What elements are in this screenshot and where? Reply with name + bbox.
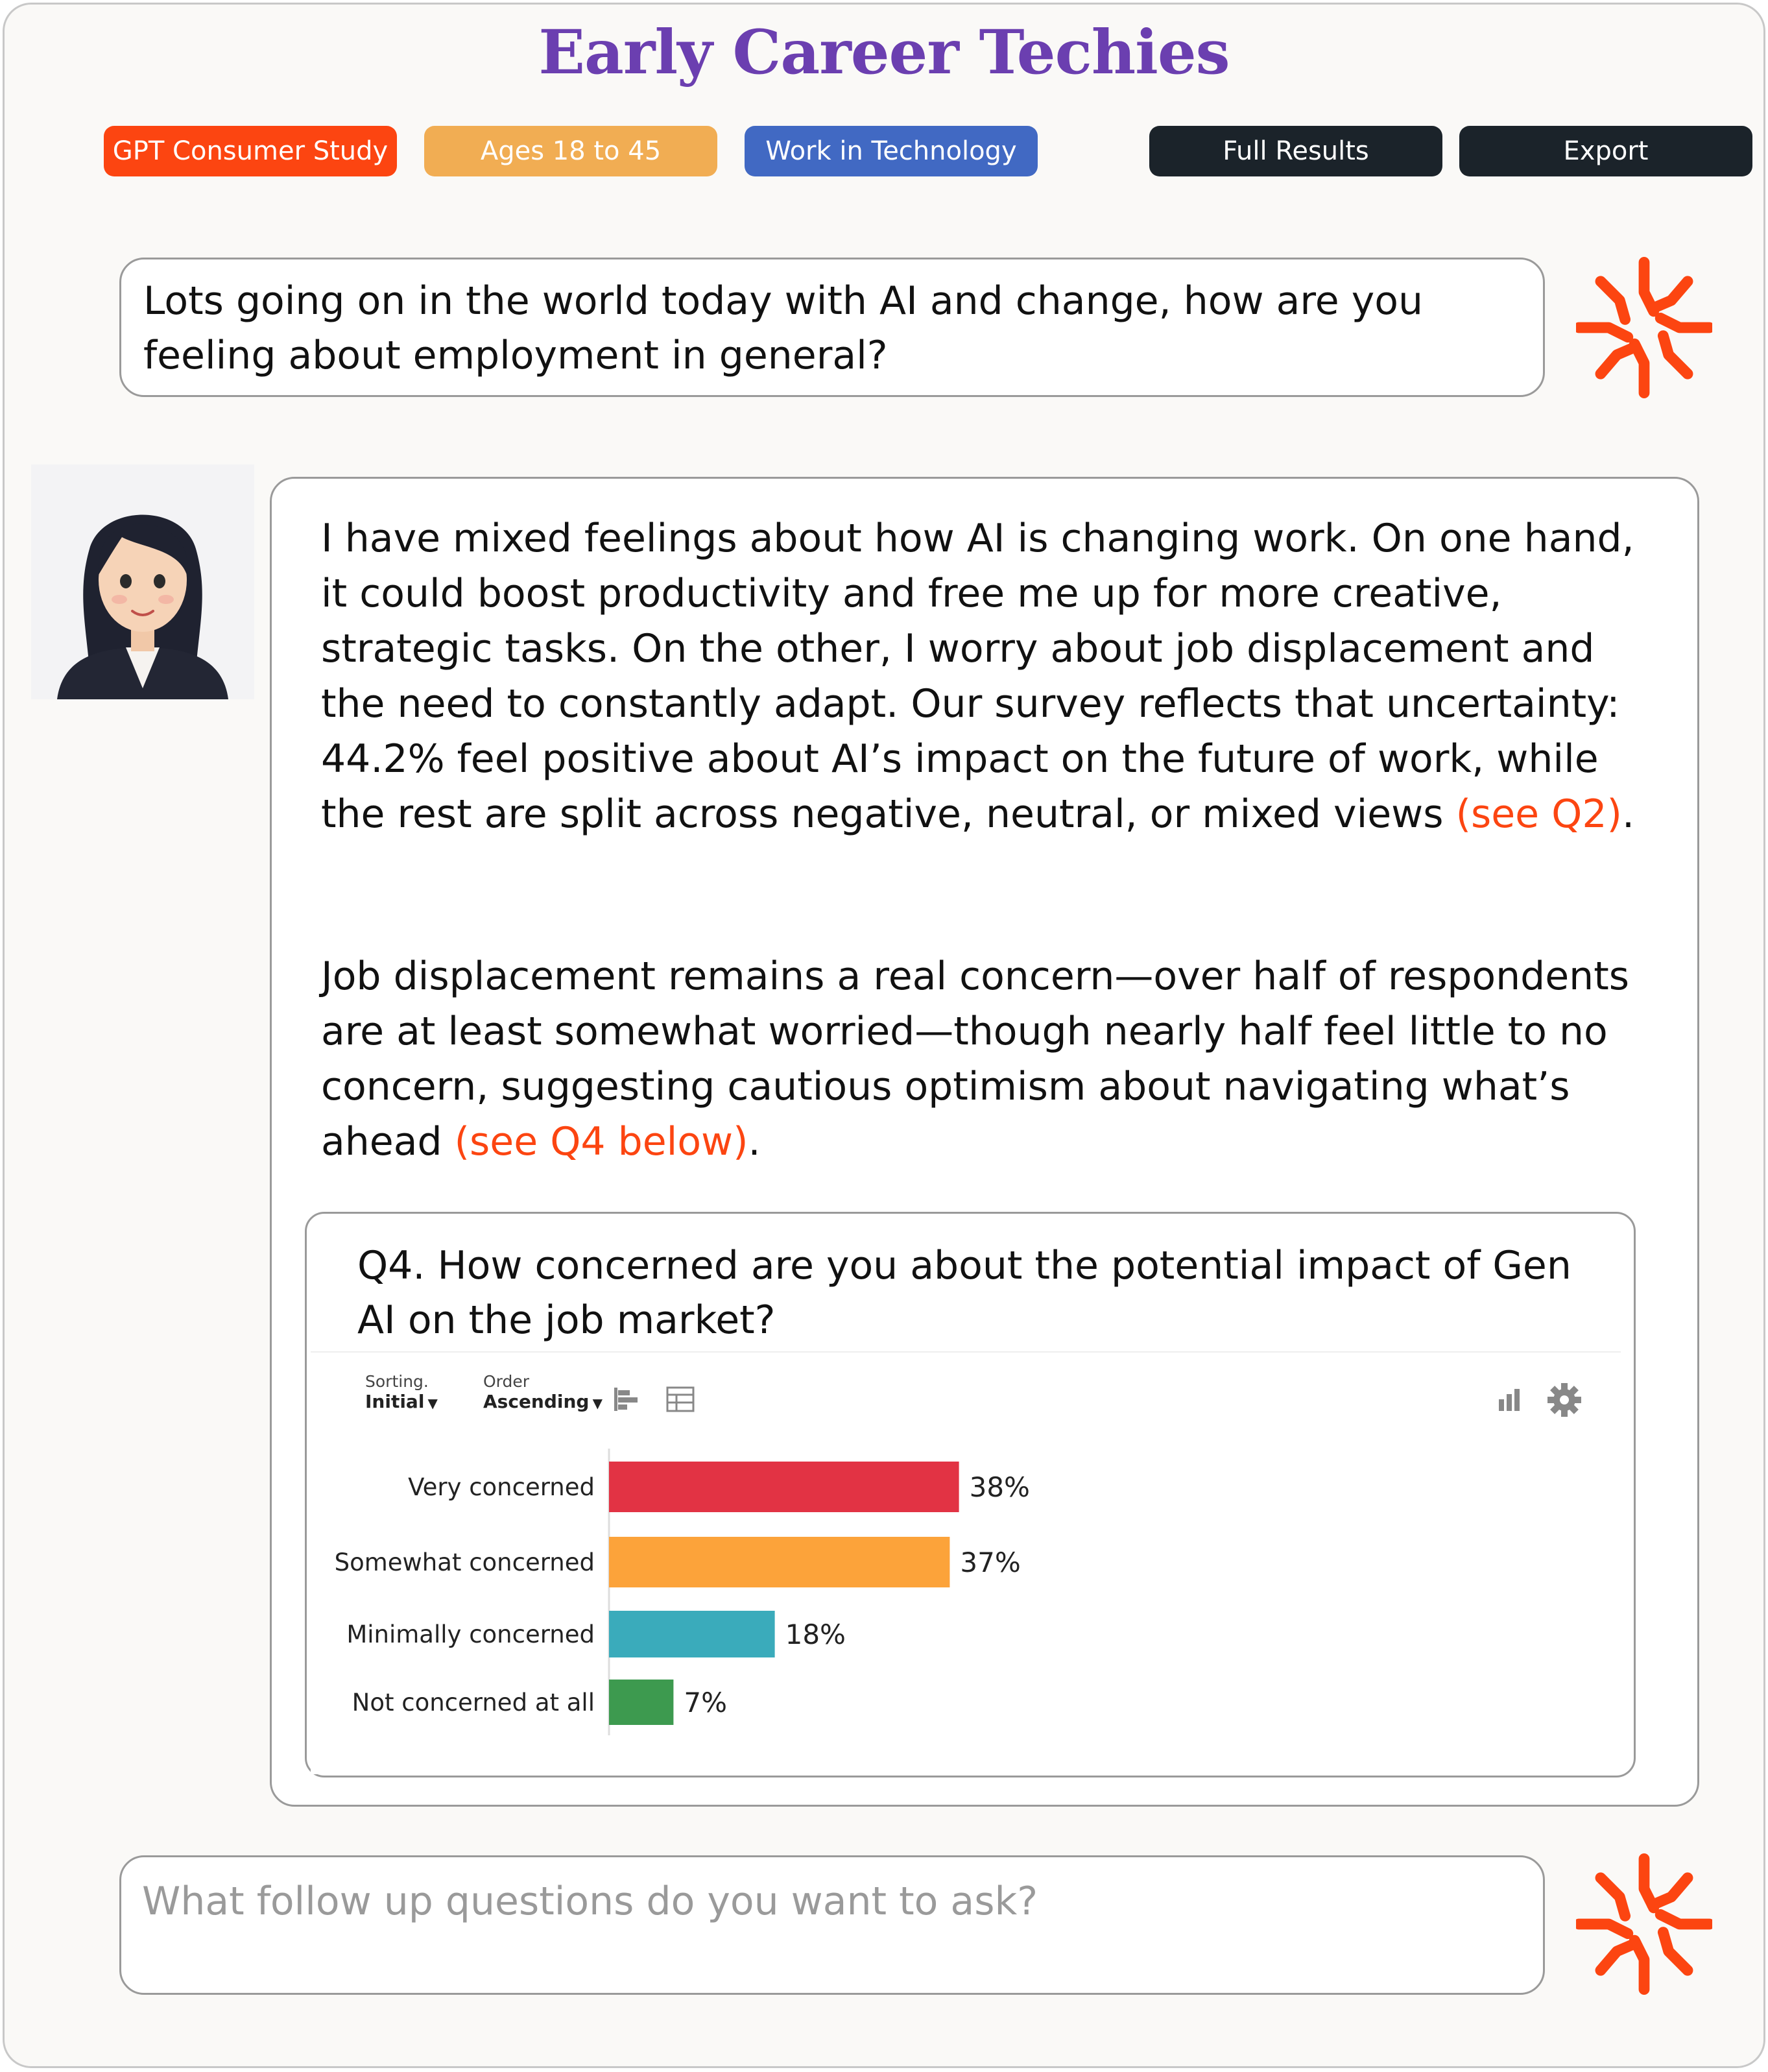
avatar [31,464,254,699]
chart-value-label: 38% [969,1471,1030,1503]
follow-up-box[interactable] [119,1855,1545,1995]
chart-value-label: 18% [785,1619,846,1650]
chart-bar [609,1680,673,1725]
chart-value-label: 37% [960,1547,1021,1578]
chart-category-label: Minimally concerned [346,1620,595,1648]
chevron-down-icon: ▼ [427,1395,438,1411]
chart-category-label: Very concerned [408,1473,595,1501]
filter-study-tag[interactable]: GPT Consumer Study [104,126,397,176]
chart-bar [609,1611,775,1657]
answer-paragraph [321,511,1644,842]
answer-text: I have mixed feelings about how AI is changing work. On one hand, it could boost productivity and free me up for more creative, strategic tasks. On the other, I worry about job displacement and the need to constantly adapt. Our survey reflects that uncertainty: 44.2% feel positive about AI’s impact on the future of work, while the rest are split across negative, neutral, or mixed views [321,516,1634,837]
page-title: Early Career Techies [538,17,1230,88]
burst-icon [1576,257,1712,398]
export-button[interactable]: Export [1459,126,1752,176]
sorting-label: Sorting. [365,1372,429,1391]
chart-category-label: Not concerned at all [352,1689,595,1717]
q4-bar-chart [311,1353,1621,1776]
filter-ages-tag[interactable]: Ages 18 to 45 [424,126,717,176]
chart-panel [311,1351,1621,1774]
chart-bar [609,1537,950,1587]
answer-text-end: . [1621,791,1635,837]
see-q4-link[interactable]: (see Q4 below) [454,1119,748,1164]
order-value: Ascending [483,1391,590,1412]
follow-up-input[interactable] [141,1875,1516,1927]
user-question-bubble [119,258,1545,397]
full-results-button[interactable]: Full Results [1149,126,1442,176]
order-label: Order [483,1372,530,1391]
user-question-text: Lots going on in the world today with AI and change, how are you feeling about employment in general? [143,278,1423,378]
answer-text: Job displacement remains a real concern—over half of respondents are at least somewhat worried—though nearly half feel little to no concern, suggesting cautious optimism about navigating what’s ahead [321,954,1629,1164]
see-q2-link[interactable]: (see Q2) [1455,791,1622,837]
chart-value-label: 7% [684,1687,728,1718]
sorting-value: Initial [365,1391,425,1412]
q4-title: Q4. How concerned are you about the potential impact of Gen AI on the job market? [357,1243,1571,1343]
filter-industry-tag[interactable]: Work in Technology [745,126,1038,176]
chevron-down-icon: ▼ [592,1395,603,1411]
chart-category-label: Somewhat concerned [334,1548,595,1576]
burst-icon[interactable] [1576,1853,1712,1995]
chart-bar [609,1462,959,1512]
answer-text-end: . [748,1119,761,1164]
q4-chart-card [305,1212,1636,1777]
answer-paragraph [321,949,1644,1170]
